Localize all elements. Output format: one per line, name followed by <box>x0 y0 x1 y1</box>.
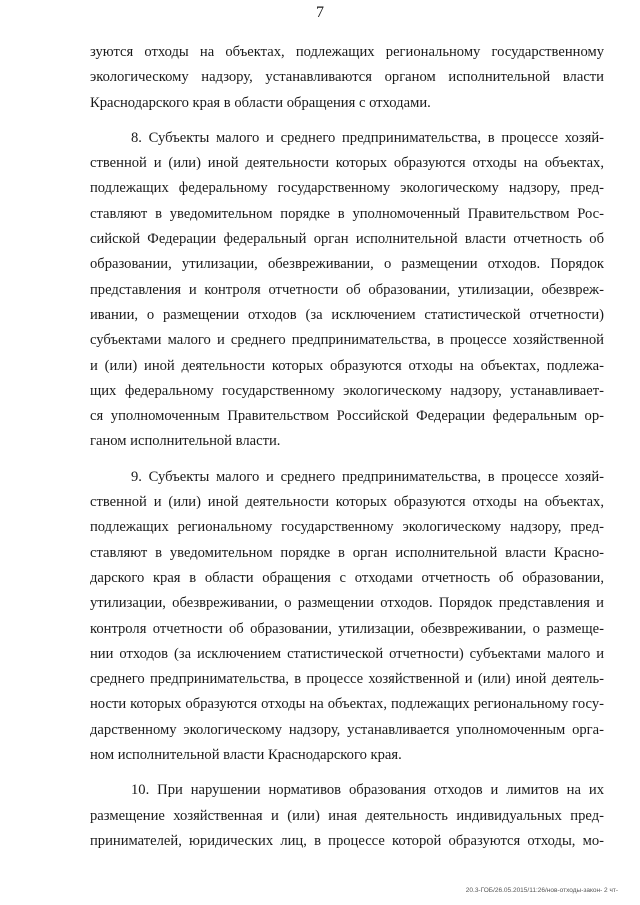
text-line: 9. Субъекты малого и среднего предпринимательства, в процессе хозяй- <box>131 468 604 485</box>
text-line: ном исполнительной власти Краснодарского края. <box>90 747 402 764</box>
text-line: экологическому надзору, устанавливаются органом исполнительной власти <box>90 69 604 86</box>
text-line: утилизации, обезвреживании, о размещении отходов. Порядок представления и <box>90 595 604 612</box>
text-line: среднего предпринимательства, в процессе хозяйственной и (или) иной деятель- <box>90 671 604 688</box>
text-line: подлежащих федеральному государственному экологическому надзору, пред- <box>90 180 604 197</box>
text-line: и (или) иной деятельности которых образуются отходы на объектах, подлежа- <box>90 357 604 374</box>
text-line: дарственному экологическому надзору, устанавливается уполномоченным орга- <box>90 721 604 738</box>
text-line: ганом исполнительной власти. <box>90 433 281 450</box>
text-line: ся уполномоченным Правительством Российской Федерации федеральным ор- <box>90 408 604 425</box>
text-line: сийской Федерации федеральный орган исполнительной власти отчетность об <box>90 231 604 248</box>
text-line: 10. При нарушении нормативов образования отходов и лимитов на их <box>131 782 604 799</box>
paragraph-item-8 <box>90 126 604 455</box>
document-footer-code: 20.3-ГОБ/26.05.2015/11:26/нов-отходы-закон- 2 чт- <box>465 887 618 894</box>
paragraph-item-9 <box>90 465 604 769</box>
page-number: 7 <box>316 4 324 21</box>
text-line: Краснодарского края в области обращения с отходами. <box>90 94 431 111</box>
text-line: ственной и (или) иной деятельности которых образуются отходы на объектах, <box>90 155 604 172</box>
paragraph-item-10 <box>90 778 604 854</box>
text-line: щих федеральному государственному экологическому надзору, устанавливает- <box>90 382 604 399</box>
text-line: дарского края в области обращения с отходами отчетность об образовании, <box>90 569 604 586</box>
document-body <box>90 40 604 864</box>
paragraph-continuation <box>90 40 604 116</box>
text-line: размещение хозяйственная и (или) иная деятельность индивидуальных пред- <box>90 807 604 824</box>
text-line: субъектами малого и среднего предпринимательства, в процессе хозяйственной <box>90 332 604 349</box>
text-line: 8. Субъекты малого и среднего предпринимательства, в процессе хозяй- <box>131 129 604 146</box>
text-line: ставляют в уведомительном порядке в уполномоченный Правительством Рос- <box>90 205 604 222</box>
text-line: нии отходов (за исключением статистической отчетности) субъектами малого и <box>90 645 604 662</box>
text-line: ственной и (или) иной деятельности которых образуются отходы на объектах, <box>90 494 604 511</box>
text-line: подлежащих региональному государственному экологическому надзору, пред- <box>90 519 604 536</box>
text-line: контроля отчетности об образовании, утилизации, обезвреживании, о размеще- <box>90 620 604 637</box>
text-line: ности которых образуются отходы на объектах, подлежащих региональному госу- <box>90 696 604 713</box>
text-line: представления и контроля отчетности об образовании, утилизации, обезвреж- <box>90 281 604 298</box>
text-line: образовании, утилизации, обезвреживании, о размещении отходов. Порядок <box>90 256 604 273</box>
text-line: ставляют в уведомительном порядке в орган исполнительной власти Красно- <box>90 544 604 561</box>
text-line: зуются отходы на объектах, подлежащих региональному государственному <box>90 44 604 60</box>
text-line: ивании, о размещении отходов (за исключением статистической отчетности) <box>90 306 604 323</box>
text-line: принимателей, юридических лиц, в процессе которой образуются отходы, мо- <box>90 832 604 849</box>
